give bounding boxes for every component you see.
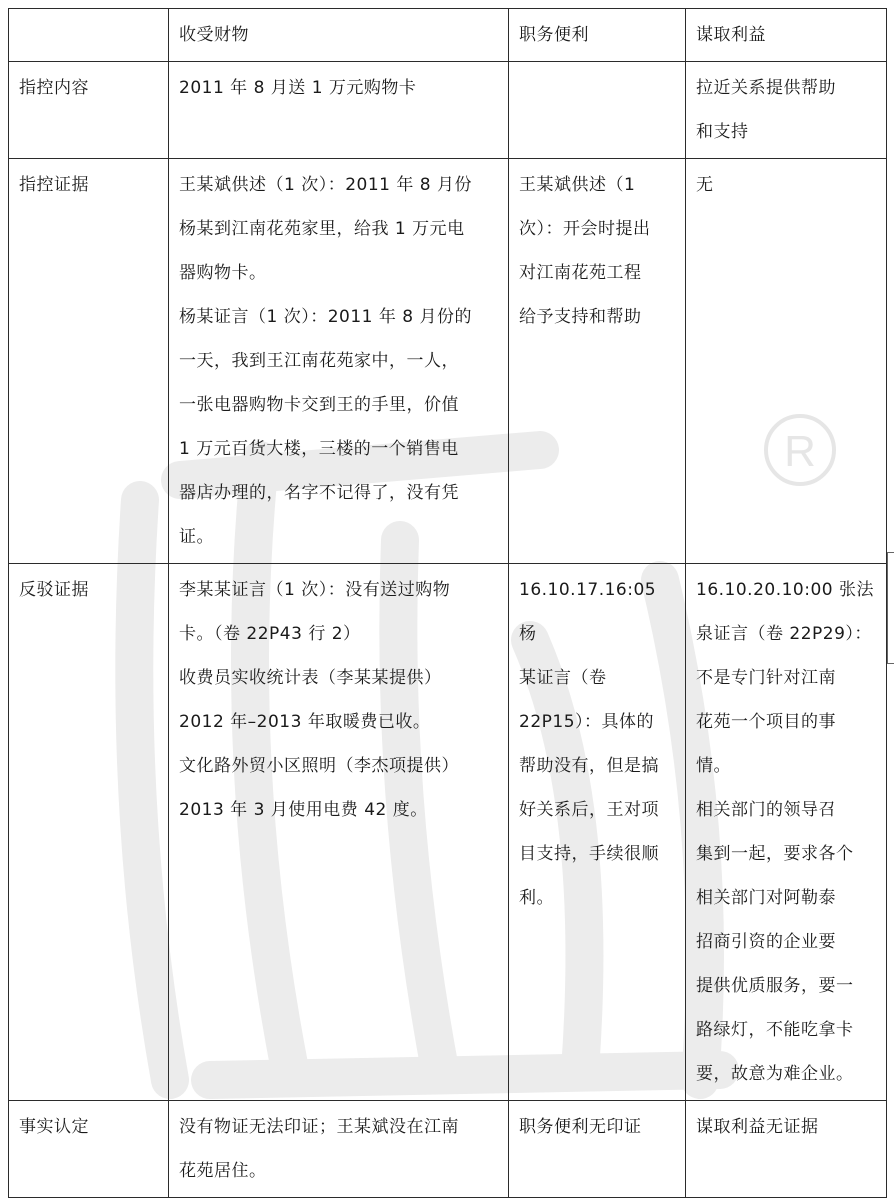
cell-text-line: 相关部门对阿勒泰 (696, 888, 836, 908)
cell-text-line: 泉证言（卷 22P29）： (696, 624, 872, 644)
cell-text-line: 2013 年 3 月使用电费 42 度。 (179, 800, 428, 820)
cell-text-line: 无 (696, 175, 714, 195)
cell-text-line: 收费员实收统计表（李某某提供） (179, 668, 442, 688)
evidence-comparison-table (8, 8, 887, 1198)
bribe-received-cell (169, 564, 509, 1101)
official-convenience-cell (509, 159, 686, 564)
cell-text-line: 器购物卡。 (179, 263, 267, 283)
cell-text-line: 没有物证无法印证；王某斌没在江南 (179, 1117, 459, 1137)
row-label-cell (9, 1101, 169, 1198)
cell-text-line: 器店办理的，名字不记得了，没有凭 (179, 483, 459, 503)
table-row (9, 159, 887, 564)
row-label: 事实认定 (19, 1117, 89, 1137)
bribe-received-cell (169, 159, 509, 564)
official-convenience-cell (509, 564, 686, 1101)
official-convenience-cell (509, 62, 686, 159)
cell-text-line: 提供优质服务，要一 (696, 976, 854, 996)
benefit-sought-cell (686, 159, 887, 564)
cell-text-line: 相关部门的领导召 (696, 800, 836, 820)
cell-text-line: 证。 (179, 527, 214, 547)
cell-text-line: 16.10.17.16:05 杨 (519, 580, 657, 644)
page-edge-marker (887, 552, 894, 664)
row-label: 指控证据 (19, 175, 89, 195)
row-label-cell (9, 159, 169, 564)
row-label: 反驳证据 (19, 580, 89, 600)
cell-text-line: 花苑居住。 (179, 1161, 267, 1181)
cell-text-line: 李某某证言（1 次）：没有送过购物 (179, 580, 451, 600)
header-cell-bribe-received: 收受财物 (169, 9, 509, 62)
cell-text-line: 要，故意为难企业。 (696, 1064, 854, 1084)
header-cell-benefit-sought: 谋取利益 (686, 9, 887, 62)
cell-text-line: 一天，我到王江南花苑家中，一人， (179, 351, 459, 371)
cell-text-line: 花苑一个项目的事 (696, 712, 836, 732)
cell-text-line: 次）：开会时提出 (519, 219, 651, 239)
header-row (9, 9, 887, 62)
table-row (9, 1101, 887, 1198)
cell-text-line: 集到一起，要求各个 (696, 844, 854, 864)
cell-text-line: 招商引资的企业要 (696, 932, 836, 952)
cell-text-line: 杨某证言（1 次）：2011 年 8 月份的 (179, 307, 473, 327)
cell-text-line: 职务便利无印证 (519, 1117, 642, 1137)
cell-text-line: 不是专门针对江南 (696, 668, 836, 688)
cell-text-line: 拉近关系提供帮助 (696, 78, 836, 98)
cell-text-line: 王某斌供述（1 次）：2011 年 8 月份 (179, 175, 473, 195)
cell-text-line: 1 万元百货大楼，三楼的一个销售电 (179, 439, 459, 459)
cell-text-line: 利。 (519, 888, 554, 908)
official-convenience-cell (509, 1101, 686, 1198)
header-cell-official-convenience: 职务便利 (509, 9, 686, 62)
cell-text-line: 情。 (696, 756, 731, 776)
cell-text-line: 目支持，手续很顺 (519, 844, 659, 864)
bribe-received-cell (169, 1101, 509, 1198)
row-label-cell (9, 62, 169, 159)
cell-text-line: 文化路外贸小区照明（李杰项提供） (179, 756, 459, 776)
cell-text-line: 卡。（卷 22P43 行 2） (179, 624, 361, 644)
cell-text-line: 2012 年–2013 年取暖费已收。 (179, 712, 431, 732)
cell-text-line: 帮助没有，但是搞 (519, 756, 659, 776)
cell-text-line: 22P15）：具体的 (519, 712, 655, 732)
cell-text-line: 路绿灯，不能吃拿卡 (696, 1020, 854, 1040)
cell-text-line: 某证言（卷 (519, 668, 607, 688)
cell-text-line: 2011 年 8 月送 1 万元购物卡 (179, 78, 417, 98)
cell-text-line: 杨某到江南花苑家里，给我 1 万元电 (179, 219, 465, 239)
bribe-received-cell (169, 62, 509, 159)
cell-text-line: 给予支持和帮助 (519, 307, 642, 327)
cell-text-line: 16.10.20.10:00 张法 (696, 580, 875, 600)
benefit-sought-cell (686, 62, 887, 159)
header-cell-blank (9, 9, 169, 62)
row-label: 指控内容 (19, 78, 89, 98)
svg-text:R: R (784, 427, 816, 476)
table-row (9, 62, 887, 159)
cell-text-line: 谋取利益无证据 (696, 1117, 819, 1137)
cell-text-line: 一张电器购物卡交到王的手里，价值 (179, 395, 459, 415)
row-label-cell (9, 564, 169, 1101)
cell-text-line: 和支持 (696, 122, 749, 142)
table-row (9, 564, 887, 1101)
benefit-sought-cell (686, 1101, 887, 1198)
cell-text-line: 王某斌供述（1 (519, 175, 636, 195)
cell-text-line: 对江南花苑工程 (519, 263, 642, 283)
cell-text-line: 好关系后，王对项 (519, 800, 659, 820)
benefit-sought-cell (686, 564, 887, 1101)
